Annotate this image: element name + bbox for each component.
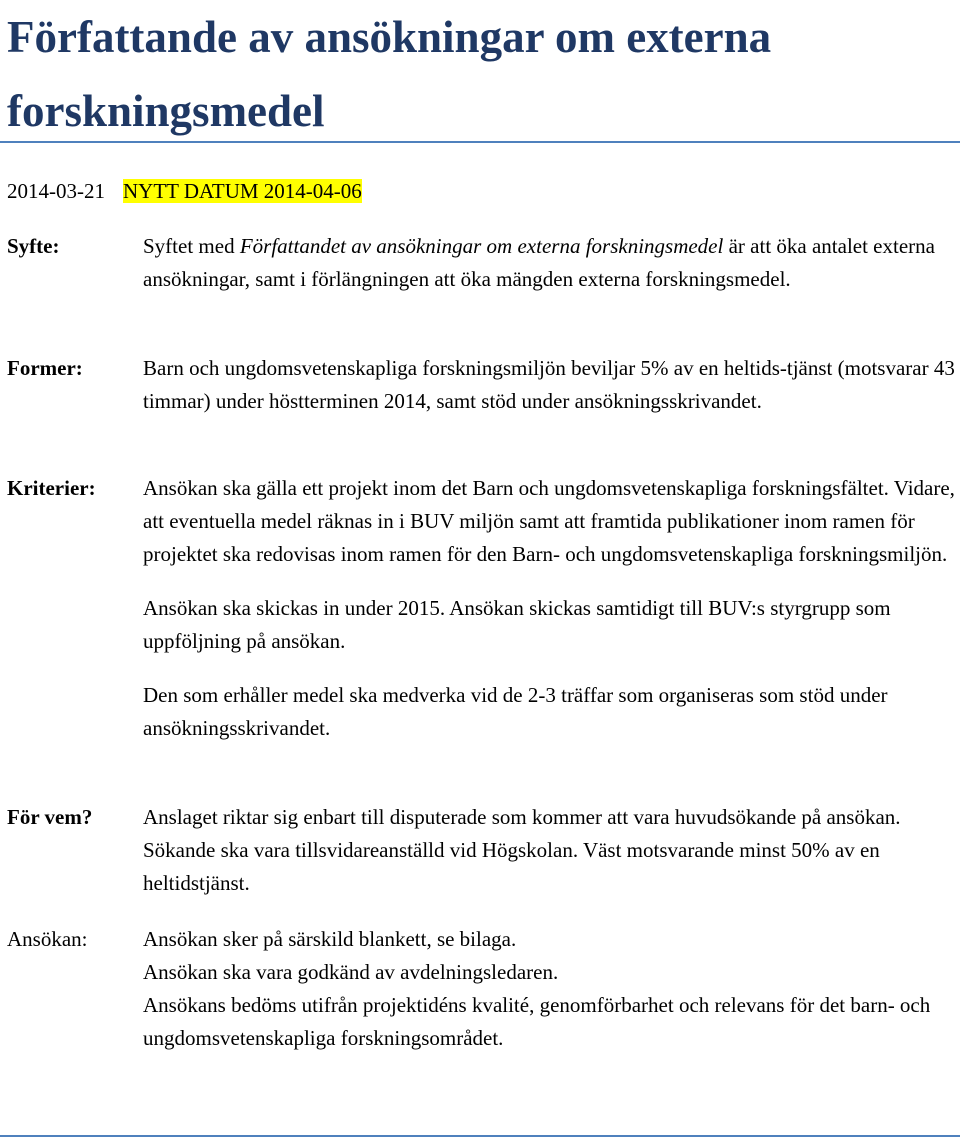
syfte-label: Syfte: (7, 234, 60, 258)
syfte-intro: Syftet med (143, 234, 240, 258)
date: 2014-03-21 (7, 179, 105, 203)
syfte-rest: är att öka antalet externa ansökningar, samt i förlängningen att öka mängden externa forskningsmedel. (143, 234, 935, 291)
syfte-text (143, 230, 960, 296)
kriterier-paragraph: Ansökan ska gälla ett projekt inom det Barn och ungdomsvetenskapliga forskningsfältet. Vidare, att eventuella medel räknas in i BUV miljön samt att framtida publikationer inom ramen för projektet ska redovisas inom ramen för den Barn- och ungdomsvetenskapliga forskningsmiljön. (143, 476, 955, 566)
kriterier-text (143, 472, 960, 745)
ansokan-line: Ansökan sker på särskild blankett, se bilaga. (143, 927, 517, 951)
ansokan-text (143, 923, 960, 1055)
for-vem-label: För vem? (7, 805, 93, 829)
ansokan-label: Ansökan: (7, 927, 88, 951)
title-divider (0, 141, 960, 143)
kriterier-label: Kriterier: (7, 476, 96, 500)
kriterier-paragraph: Den som erhåller medel ska medverka vid de 2-3 träffar som organiseras som stöd under ansökningsskrivandet. (143, 683, 888, 740)
syfte-italic-title: Författandet av ansökningar om externa forskningsmedel (239, 234, 724, 258)
kriterier-paragraph: Ansökan ska skickas in under 2015. Ansökan skickas samtidigt till BUV:s styrgrupp som uppföljning på ansökan. (143, 596, 891, 653)
for-vem-text: Anslaget riktar sig enbart till disputerade som kommer att vara huvudsökande på ansökan. Sökande ska vara tillsvidareanställd vid Högskolan. Väst motsvarande minst 50% av en heltidstjänst. (143, 805, 901, 895)
ansokan-line: Ansökans bedöms utifrån projektidéns kvalité, genomförbarhet och relevans för det barn- och ungdomsvetenskapliga forskningsområdet. (143, 993, 931, 1050)
former-text: Barn och ungdomsvetenskapliga forskningsmiljön beviljar 5% av en heltids-tjänst (motsvarar 43 timmar) under höstterminen 2014, samt stöd under ansökningsskrivandet. (143, 356, 955, 413)
page-title: Författande av ansökningar om externa forskningsmedel (7, 12, 772, 136)
footer-divider (0, 1135, 960, 1137)
former-label: Former: (7, 356, 83, 380)
date-line (7, 175, 362, 208)
ansokan-line: Ansökan ska vara godkänd av avdelningsledaren. (143, 960, 559, 984)
new-date-highlight: NYTT DATUM 2014-04-06 (123, 179, 362, 203)
